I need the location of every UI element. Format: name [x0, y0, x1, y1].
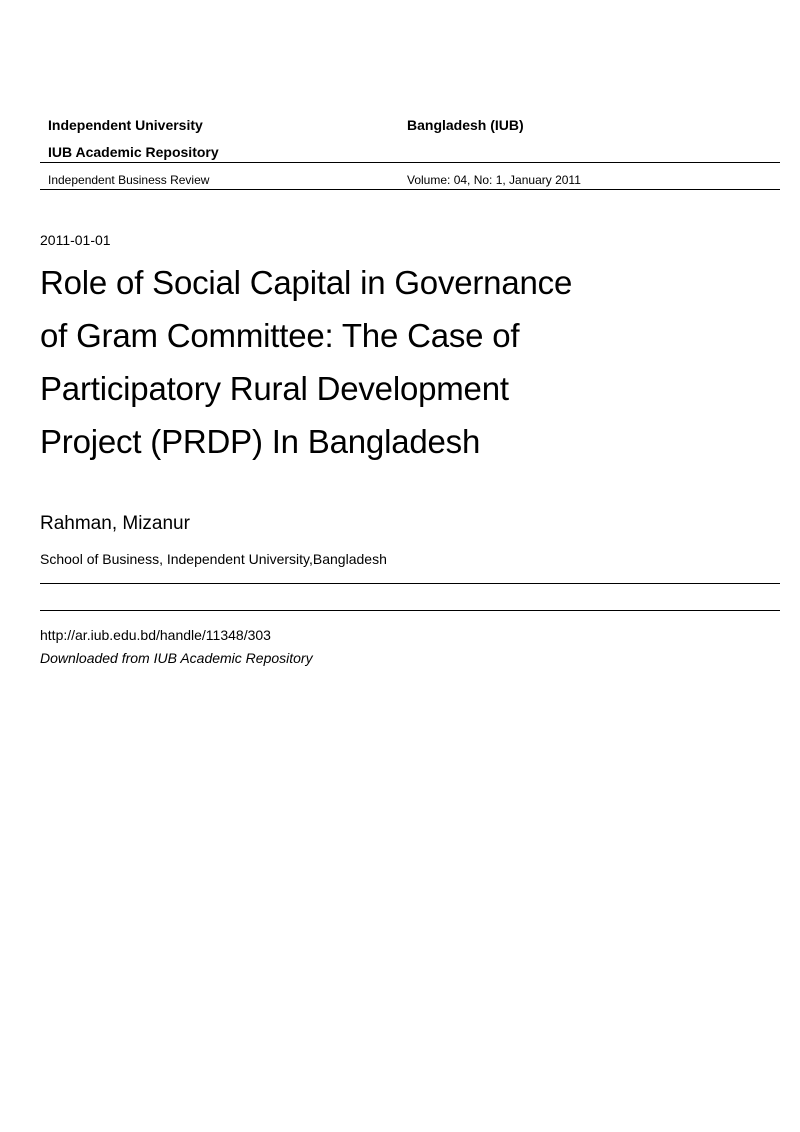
title-line-4: Project (PRDP) In Bangladesh: [40, 423, 481, 460]
affiliation-rule-bottom: [40, 610, 780, 611]
document-author: Rahman, Mizanur: [40, 513, 190, 534]
downloaded-from: Downloaded from IUB Academic Repository: [40, 650, 313, 666]
header-institution-right: Bangladesh (IUB): [407, 117, 524, 133]
document-date: 2011-01-01: [40, 232, 111, 248]
header-repository: IUB Academic Repository: [48, 144, 219, 160]
header-journal: Independent Business Review: [48, 173, 210, 187]
document-url[interactable]: http://ar.iub.edu.bd/handle/11348/303: [40, 627, 271, 643]
affiliation-rule-top: [40, 583, 780, 584]
title-line-3: Participatory Rural Development: [40, 370, 509, 407]
document-affiliation: School of Business, Independent University,Bangladesh: [40, 551, 387, 567]
header-volume: Volume: 04, No: 1, January 2011: [407, 173, 581, 187]
title-line-2: of Gram Committee: The Case of: [40, 317, 520, 354]
header-rule-top: [40, 162, 780, 163]
header-rule-bottom: [40, 189, 780, 190]
title-line-1: Role of Social Capital in Governance: [40, 264, 573, 301]
header-institution: Independent University: [48, 117, 203, 133]
document-title: [40, 256, 572, 468]
